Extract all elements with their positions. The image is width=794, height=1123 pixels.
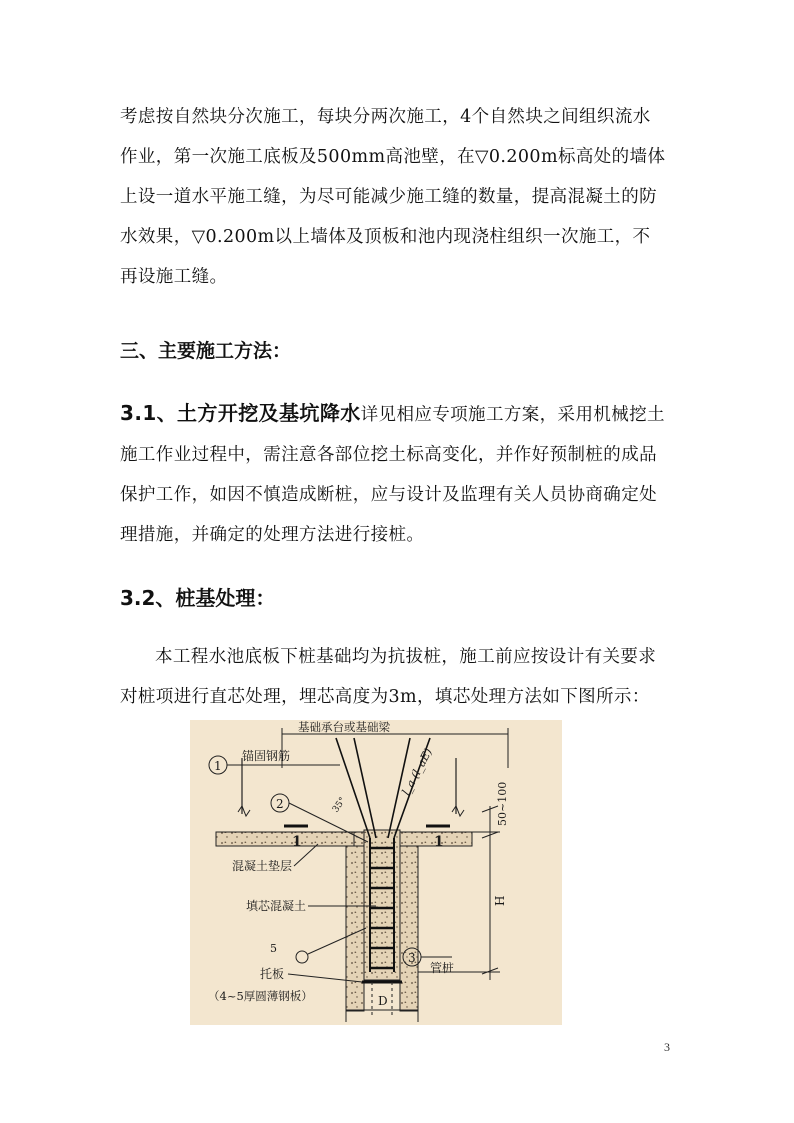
pile-wall-left — [346, 846, 364, 1011]
svg-text:1: 1 — [214, 759, 222, 773]
dim-D: D — [378, 994, 388, 1008]
section-3-2-body — [120, 637, 676, 717]
section-title: 土方开挖及基坑降水 — [177, 401, 361, 425]
text-line: 考虑按自然块分次施工，每块分两次施工，4个自然块之间组织流水 — [120, 107, 651, 127]
section-number: 3.1、 — [120, 401, 178, 425]
label-plate: 托板 — [260, 967, 285, 981]
text-line: 水效果，▽0.200m以上墙体及顶板和池内现浇柱组织一次施工，不 — [120, 227, 651, 247]
dim-H: H — [493, 895, 507, 906]
text-line: 保护工作，如因不慎造成断桩，应与设计及监理有关人员协商确定处 — [120, 485, 657, 505]
page-number: 3 — [664, 1040, 670, 1054]
text-line: 对桩项进行直芯处理，埋芯高度为3m，填芯处理方法如下图所示： — [120, 687, 650, 707]
top-dimension — [282, 720, 508, 768]
label-cushion: 混凝土垫层 — [232, 859, 293, 873]
anchor-length: l_a (l_aE) — [399, 746, 435, 798]
diagram-svg — [190, 720, 562, 1025]
label-infill: 填芯混凝土 — [246, 899, 307, 913]
section-3-1 — [120, 393, 676, 555]
svg-text:3: 3 — [408, 951, 416, 965]
section-heading-3: 三、主要施工方法： — [120, 340, 292, 362]
text-line: 本工程水池底板下桩基础均为抗拔桩，施工前应按设计有关要求 — [155, 647, 657, 667]
top-label: 基础承台或基础梁 — [298, 720, 390, 734]
section-heading-3-2: 3.2、桩基处理： — [120, 586, 276, 610]
angle-label: 35° — [330, 795, 349, 815]
svg-text:1: 1 — [434, 834, 444, 850]
text-line: 作业，第一次施工底板及500mm高池壁，在▽0.200m标高处的墙体 — [120, 147, 666, 167]
text-run: 详见相应专项施工方案，采用机械挖土 — [360, 405, 665, 425]
svg-text:管桩: 管桩 — [430, 961, 455, 975]
dim-50-100: 50~100 — [496, 781, 509, 826]
paragraph-intro — [120, 97, 676, 297]
cushion-slab-left — [216, 832, 354, 846]
text-line: 施工作业过程中，需注意各部位挖土标高变化，并作好预制桩的成品 — [120, 445, 657, 465]
svg-text:锚固钢筋: 锚固钢筋 — [242, 749, 291, 763]
text-line: 再设施工缝。 — [120, 267, 228, 287]
svg-text:1: 1 — [292, 834, 302, 850]
label-plate-note: （4~5厚圆薄钢板） — [208, 989, 313, 1003]
pile-infill-diagram — [190, 720, 562, 1025]
text-line: 上设一道水平施工缝，为尽可能减少施工缝的数量，提高混凝土的防 — [120, 187, 657, 207]
svg-text:2: 2 — [276, 797, 284, 811]
callout-1 — [209, 748, 340, 774]
text-line: 理措施，并确定的处理方法进行接桩。 — [120, 525, 425, 545]
pile-wall-right — [400, 846, 418, 1011]
text-line — [120, 393, 676, 435]
svg-text:5: 5 — [270, 942, 277, 955]
